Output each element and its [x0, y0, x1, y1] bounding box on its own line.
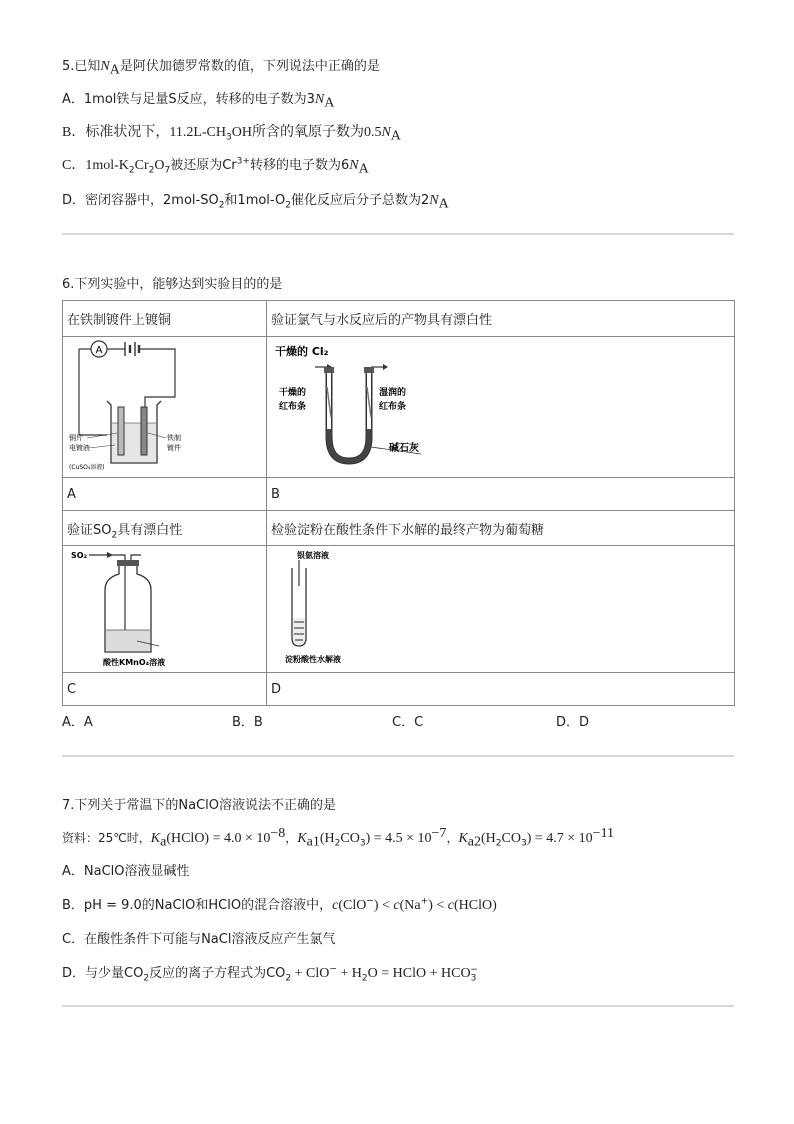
svg-text:红布条: 红布条: [379, 402, 407, 412]
q7-stem: 7.下列关于常温下的NaClO溶液说法不正确的是: [62, 798, 337, 813]
q5-option-c[interactable]: C．$1mol-K_2Cr_2O_7$被还原为$Cr^{3+}$转移的电子数为$6N_A$: [62, 156, 369, 177]
svg-text:红布条: 红布条: [279, 402, 307, 412]
svg-text:铁制: 铁制: [167, 434, 181, 442]
gas-bottle-diagram: [67, 546, 257, 668]
electroplating-diagram: [67, 337, 257, 473]
q5-option-d[interactable]: D．密闭容器中，$2mol-SO_2$和$1mol-O_2$催化反应后分子总数为$2N_A$: [62, 193, 449, 212]
q6-option-c[interactable]: C．C: [392, 715, 424, 730]
svg-text:镀件: 镀件: [167, 444, 181, 452]
cell-d-title: 检验淀粉在酸性条件下水解的最终产物为葡萄糖: [267, 511, 735, 546]
q5-stem: 5.已知$N_A$是阿伏加德罗常数的值，下列说法中正确的是: [62, 59, 380, 78]
q5-option-a[interactable]: A．1mol铁与足量S反应，转移的电子数为$3N_A$: [62, 92, 335, 111]
diagram-c-cell: [63, 546, 267, 673]
diagram-a-cell: [63, 337, 267, 478]
diagram-d-cell: [267, 546, 735, 673]
svg-text:湿润的: 湿润的: [379, 388, 407, 398]
svg-text:酸性KMnO₄溶液: 酸性KMnO₄溶液: [103, 658, 166, 667]
svg-text:干燥的 Cl₂: 干燥的 Cl₂: [275, 345, 329, 358]
svg-text:铜片: 铜片: [69, 434, 83, 442]
separator: [62, 1005, 734, 1007]
label-a: A: [63, 478, 267, 511]
svg-text:淀粉酸性水解液: 淀粉酸性水解液: [285, 655, 341, 664]
u-tube: [329, 373, 369, 461]
svg-text:SO₂: SO₂: [71, 551, 88, 560]
q6-options: [62, 714, 589, 732]
diagram-b-cell: [267, 337, 735, 478]
q6-option-d[interactable]: D．D: [556, 715, 590, 730]
q7-option-a[interactable]: A．NaClO溶液显碱性: [62, 864, 190, 879]
svg-text:碱石灰: 碱石灰: [389, 443, 419, 454]
q5-option-b[interactable]: B．标准状况下，$11.2L-CH_3OH$所含的氧原子数为$0.5N_A$: [62, 125, 401, 144]
experiment-table: [62, 300, 735, 706]
svg-text:(CuSO₄溶液): (CuSO₄溶液): [69, 464, 105, 471]
q7-option-b[interactable]: B．pH = 9.0的NaClO和HClO的混合溶液中，c(ClO−) < c(Na+) < c(HClO): [62, 896, 497, 913]
q7-option-c[interactable]: C．在酸性条件下可能与NaCl溶液反应产生氯气: [62, 932, 336, 947]
svg-text:电镀液: 电镀液: [69, 444, 90, 452]
u-tube-diagram: [271, 337, 471, 473]
separator: [62, 233, 734, 235]
svg-text:银氨溶液: 银氨溶液: [297, 551, 329, 560]
q6-option-a[interactable]: A．A: [62, 715, 93, 730]
svg-text:A: A: [95, 345, 103, 356]
test-tube-diagram: [271, 546, 471, 668]
svg-text:干燥的: 干燥的: [279, 388, 307, 398]
label-c: C: [63, 673, 267, 706]
cell-b-title: 验证氯气与水反应后的产物具有漂白性: [267, 301, 735, 337]
separator: [62, 755, 734, 757]
cell-c-title: 验证$SO_2$具有漂白性: [63, 511, 267, 546]
q6-stem: 6.下列实验中，能够达到实验目的的是: [62, 277, 283, 292]
q7-option-d[interactable]: D．与少量$CO_2$反应的离子方程式为$CO_2 + ClO^- + H_2O$ = HClO + $HCO_3^-$: [62, 964, 478, 984]
label-d: D: [267, 673, 735, 706]
label-b: B: [267, 478, 735, 511]
q7-info: 资料：25℃时，$K_a(HClO) = 4.0 \times 10^{-8}$，$K_{a1}(H_2CO_3) = 4.5 \times 10^{-7}$，$K_{a2}(H_2CO_3) = 4.7 \times 10^{-11}$: [62, 826, 615, 850]
q6-option-b[interactable]: B．B: [232, 715, 263, 730]
cell-a-title: 在铁制镀件上镀铜: [63, 301, 267, 337]
